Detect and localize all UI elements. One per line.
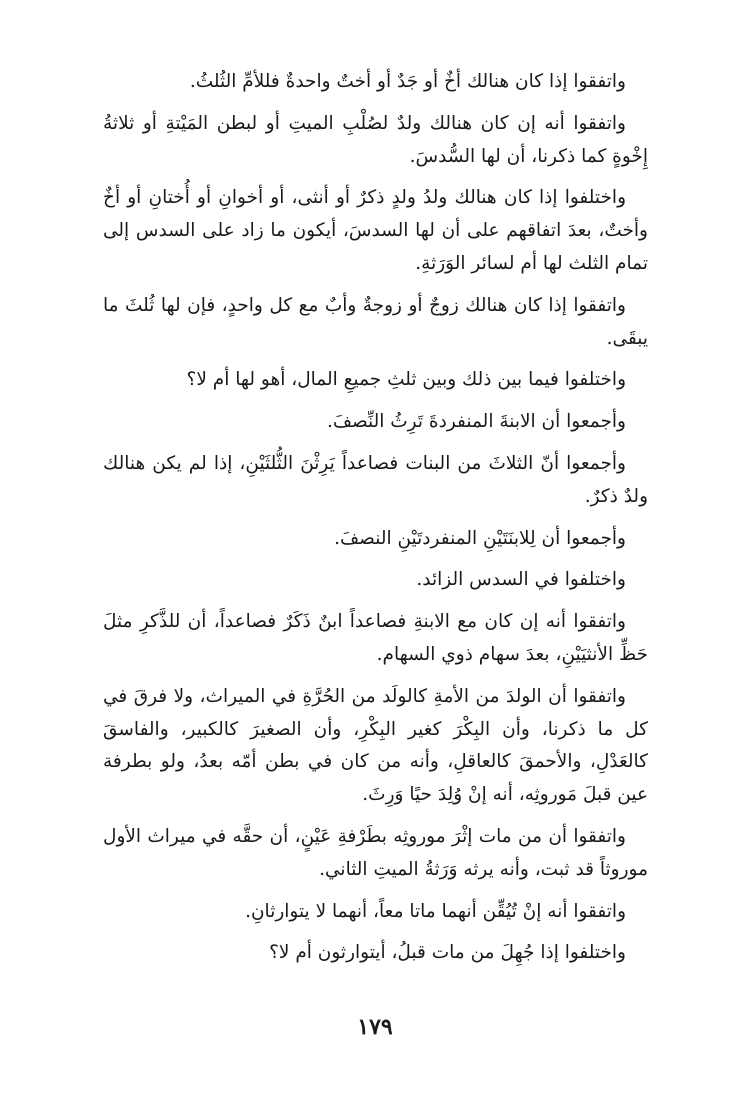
paragraph: واختلفوا فيما بين ذلك وبين ثلثِ جميعِ المال، أهو لها أم لا؟: [186, 369, 626, 391]
paragraph: واتفقوا أنه إن كان هنالك ولدٌ لصُلْبِ الميتِ أو لبطن المَيْتةِ أو ثلاثةُ إِخْوةٍ كما ذكرنا، أن لها السُّدسَ.: [103, 112, 648, 167]
page-number: ١٧٩: [357, 1014, 393, 1040]
paragraph: واتفقوا أنه إن كان مع الابنةِ فصاعداً ابنٌ ذَكَرٌ فصاعداً، أن للذَّكرِ مثلَ حَظِّ الأنثيَيْنِ، بعدَ سهام ذوي السهام.: [103, 611, 648, 665]
paragraph: وأجمعوا أنّ الثلاثَ من البنات فصاعداً يَرِثْنَ الثُّلثَيْنِ، إذا لم يكن هنالك ولدٌ ذكرٌ.: [103, 452, 648, 507]
paragraph: وأجمعوا أن لِلابنَتَيْنِ المنفردتَيْنِ النصفَ.: [334, 527, 626, 549]
page-body: [103, 66, 648, 979]
paragraph: واتفقوا أنه إنْ تُيُقِّن أنهما ماتا معاً، أنهما لا يتوارثانِ.: [245, 900, 626, 922]
paragraph: واختلفوا إذا جُهِلَ من مات قبلُ، أيتوارثون أم لا؟: [269, 942, 626, 964]
paragraph: واختلفوا إذا كان هنالك ولدُ ولدٍ ذكرٌ أو أنثى، أو أخوانِ أو أُختانِ أو أخٌ وأختٌ، بعدَ اتفاقهم على أن لها السدسَ، أيكون ما زاد على السدس إلى تمام الثلث لها أم لسائر الوَرَثةِ.: [103, 187, 648, 274]
paragraph: واتفقوا أن من مات إثْرَ موروثِه بطَرْفةِ عَيْنٍ، أن حقَّه في ميراث الأول موروثاً قد ثبت، وأنه يرثه وَرَثةُ الميتِ الثاني.: [103, 825, 648, 880]
paragraph: واختلفوا في السدس الزائد.: [416, 569, 626, 591]
paragraph: واتفقوا أن الولدَ من الأمةِ كالولَد من الحُرَّةِ في الميراث، ولا فرقَ في كل ما ذكرنا، وأن البِكْرَ كغير البِكْرِ، وأن الصغيرَ كالكبير، والفاسقَ كالعَدْلِ، والأحمقَ كالعاقلِ، وأنه من كان في بطن أمّه بعدُ، ولو بطرفة عين قبلَ مَوروثِه، أنه إنْ وُلِدَ حيًا وَرِثَ.: [103, 685, 648, 806]
paragraph: واتفقوا إذا كان هنالك زوجٌ أو زوجةٌ وأبٌ مع كل واحدٍ، فإن لها ثُلثَ ما يبقَى.: [103, 294, 648, 349]
paragraph: وأجمعوا أن الابنةَ المنفردةَ تَرِثُ النِّصفَ.: [326, 411, 626, 433]
paragraph: واتفقوا إذا كان هنالك أخٌ أو جَدٌ أو أختٌ واحدةٌ فللأمِّ الثُلثُ.: [189, 71, 626, 92]
